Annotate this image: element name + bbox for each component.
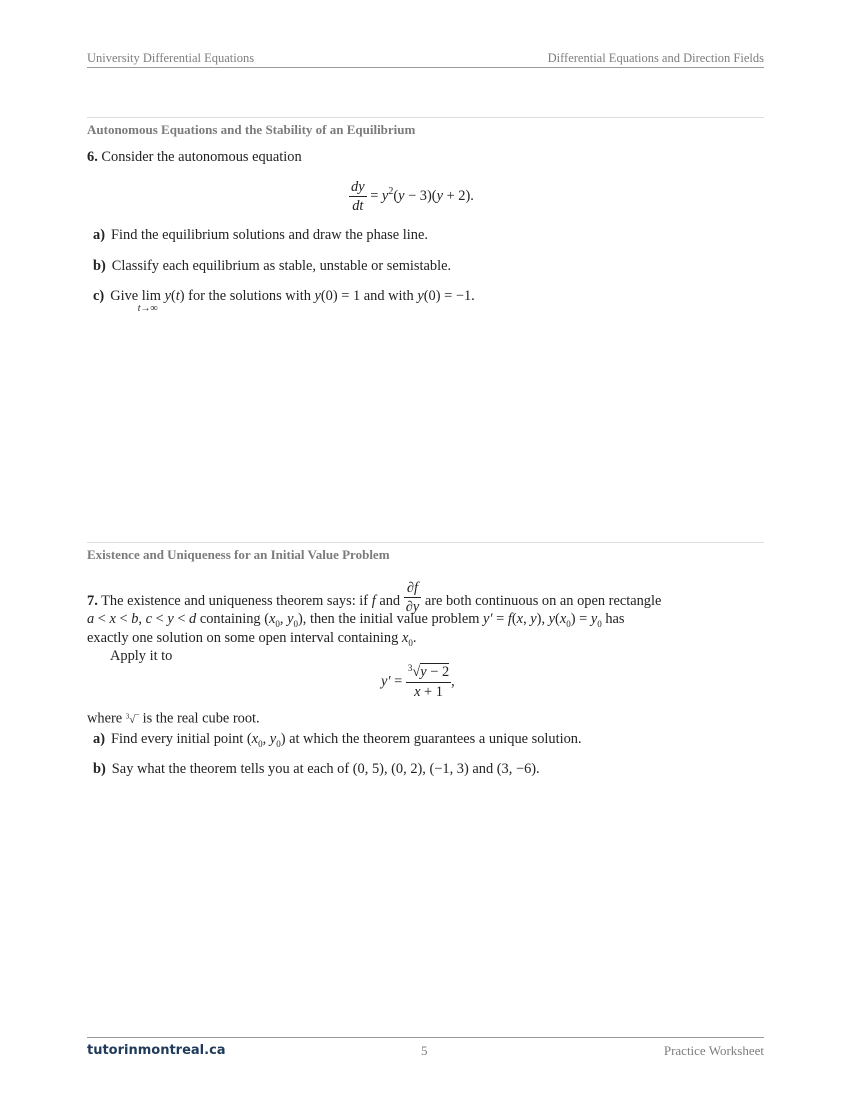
section-title: Existence and Uniqueness for an Initial Value Problem [87, 547, 390, 562]
problem-number: 6. [87, 149, 98, 165]
list-item: b) Classify each equilibrium as stable, unstable or semistable. [93, 258, 452, 274]
footer-site-link[interactable]: tutorinmontreal.ca [87, 1043, 226, 1058]
problem-7-line-3: exactly one solution on some open interval containing $x_0$. [87, 630, 417, 648]
page-header [87, 51, 764, 68]
equation-7: y′ = $\frac{^3√y - 2}{x + 1}$ , [381, 663, 455, 700]
problem-intro: Consider the autonomous equation [101, 149, 302, 165]
section-title: Autonomous Equations and the Stability of an Equilibrium [87, 122, 416, 137]
list-item: c) Give lim t→∞ y(t) for the solutions with y(0) = 1 and with y(0) = −1. [93, 288, 475, 314]
footer-right: Practice Worksheet [663, 1043, 764, 1058]
list-item: a) Find the equilibrium solutions and draw the phase line. [93, 227, 428, 243]
footer-divider [87, 1037, 764, 1038]
list-item: b) Say what the theorem tells you at each of (0, 5), (0, 2), (−1, 3) and (3, −6). [93, 761, 540, 777]
section-divider [87, 542, 764, 543]
problem-7-line-1: 7. The existence and uniqueness theorem says: if f and $\frac{\partial f}{\partial y}$ are both continuous on an open rectangle [87, 580, 662, 615]
problem-7-line-2: a < x < b, c < y < d containing ($x_0$, $y_0$), then the initial value problem y′ = f(x, y), $y(x_0) = y_0$ has [87, 611, 625, 629]
problem-7-where: where $^3$√‾ is the real cube root. [87, 710, 260, 727]
header-left: University Differential Equations [87, 51, 255, 65]
problem-6-intro [87, 148, 764, 167]
section-divider [87, 117, 764, 118]
problem-7-apply: Apply it to [110, 648, 173, 664]
page-number: 5 [421, 1043, 428, 1058]
header-right: Differential Equations and Direction Fields [547, 51, 764, 65]
equation-6: $\frac{dy}{dt}$ = $y^2(y - 3)(y + 2)$. [351, 179, 474, 214]
list-item: a) Find every initial point ($x_0$, $y_0$) at which the theorem guarantees a unique solution. [93, 731, 582, 749]
